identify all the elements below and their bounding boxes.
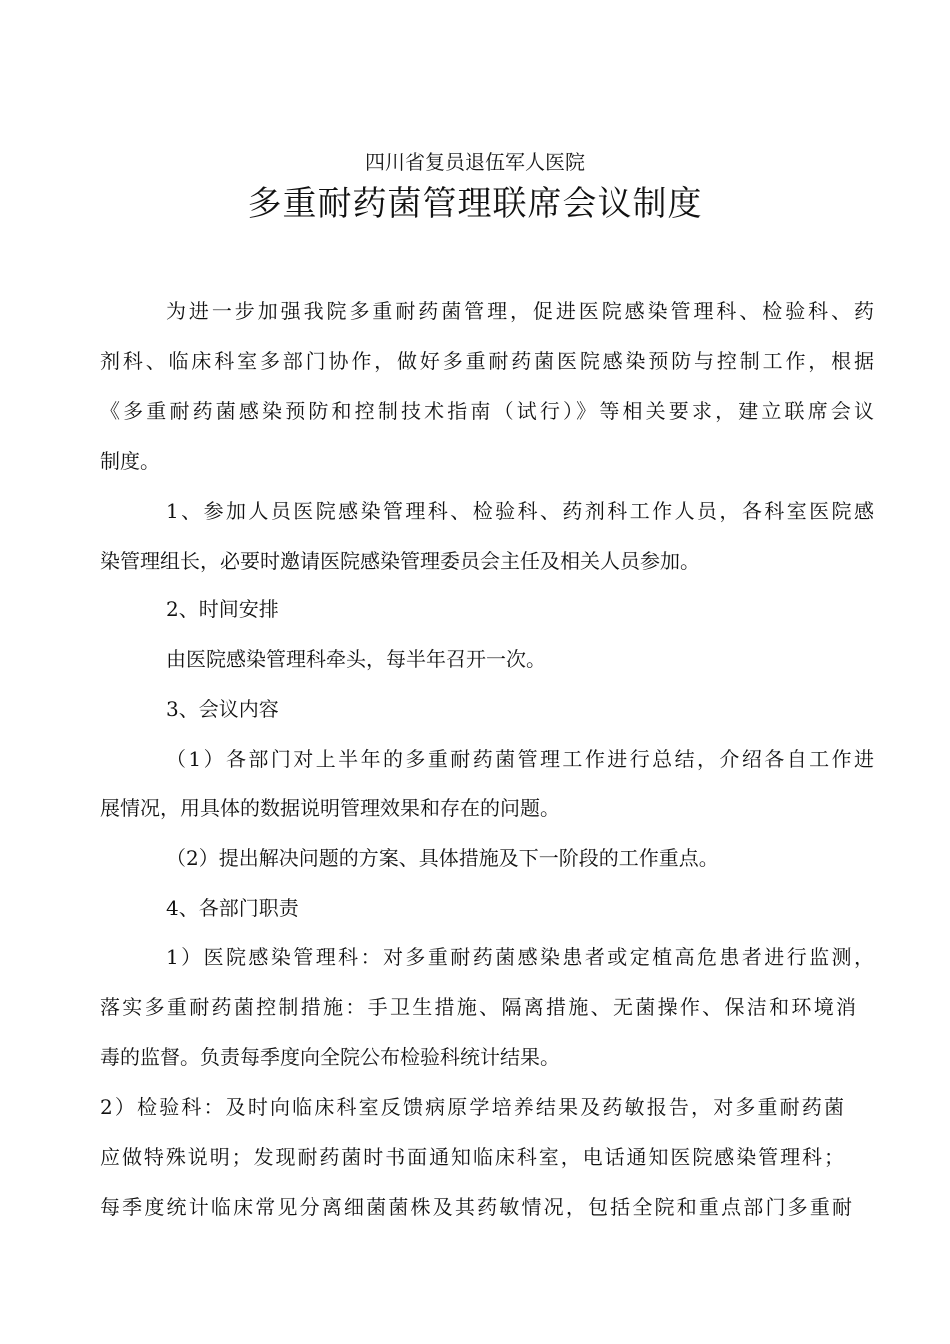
- body-line: 由医院感染管理科牵头，每半年召开一次。: [166, 647, 546, 671]
- organization-name: 四川省复员退伍军人医院: [365, 150, 585, 174]
- body-line: 1、参加人员医院感染管理科、检验科、药剂科工作人员，各科室医院感: [166, 499, 874, 523]
- body-line: 2）检验科：及时向临床科室反馈病原学培养结果及药敏报告，对多重耐药菌: [100, 1095, 844, 1119]
- section-heading: 3、会议内容: [166, 697, 279, 721]
- body-line: （2）提出解决问题的方案、具体措施及下一阶段的工作重点。: [166, 846, 719, 870]
- body-line: 展情况，用具体的数据说明管理效果和存在的问题。: [100, 796, 560, 820]
- body-line: 剂科、临床科室多部门协作，做好多重耐药菌医院感染预防与控制工作，根据: [100, 349, 874, 373]
- body-line: 毒的监督。负责每季度向全院公布检验科统计结果。: [100, 1045, 560, 1069]
- document-title: 多重耐药菌管理联席会议制度: [247, 184, 703, 224]
- section-heading: 4、各部门职责: [166, 896, 299, 920]
- body-line: 制度。: [100, 449, 160, 473]
- body-line: 落实多重耐药菌控制措施：手卫生措施、隔离措施、无菌操作、保洁和环境消: [100, 995, 856, 1019]
- body-line: 1）医院感染管理科：对多重耐药菌感染患者或定植高危患者进行监测，: [166, 945, 874, 969]
- body-line: 应做特殊说明；发现耐药菌时书面通知临床科室，电话通知医院感染管理科；: [100, 1145, 844, 1169]
- body-line: 为进一步加强我院多重耐药菌管理，促进医院感染管理科、检验科、药: [166, 299, 874, 323]
- body-line: 每季度统计临床常见分离细菌菌株及其药敏情况，包括全院和重点部门多重耐: [100, 1195, 852, 1219]
- body-line: 染管理组长，必要时邀请医院感染管理委员会主任及相关人员参加。: [100, 549, 700, 573]
- body-line: 《多重耐药菌感染预防和控制技术指南（试行）》等相关要求，建立联席会议: [100, 399, 874, 423]
- body-line: （1）各部门对上半年的多重耐药菌管理工作进行总结，介绍各自工作进: [166, 747, 874, 771]
- section-heading: 2、时间安排: [166, 597, 279, 621]
